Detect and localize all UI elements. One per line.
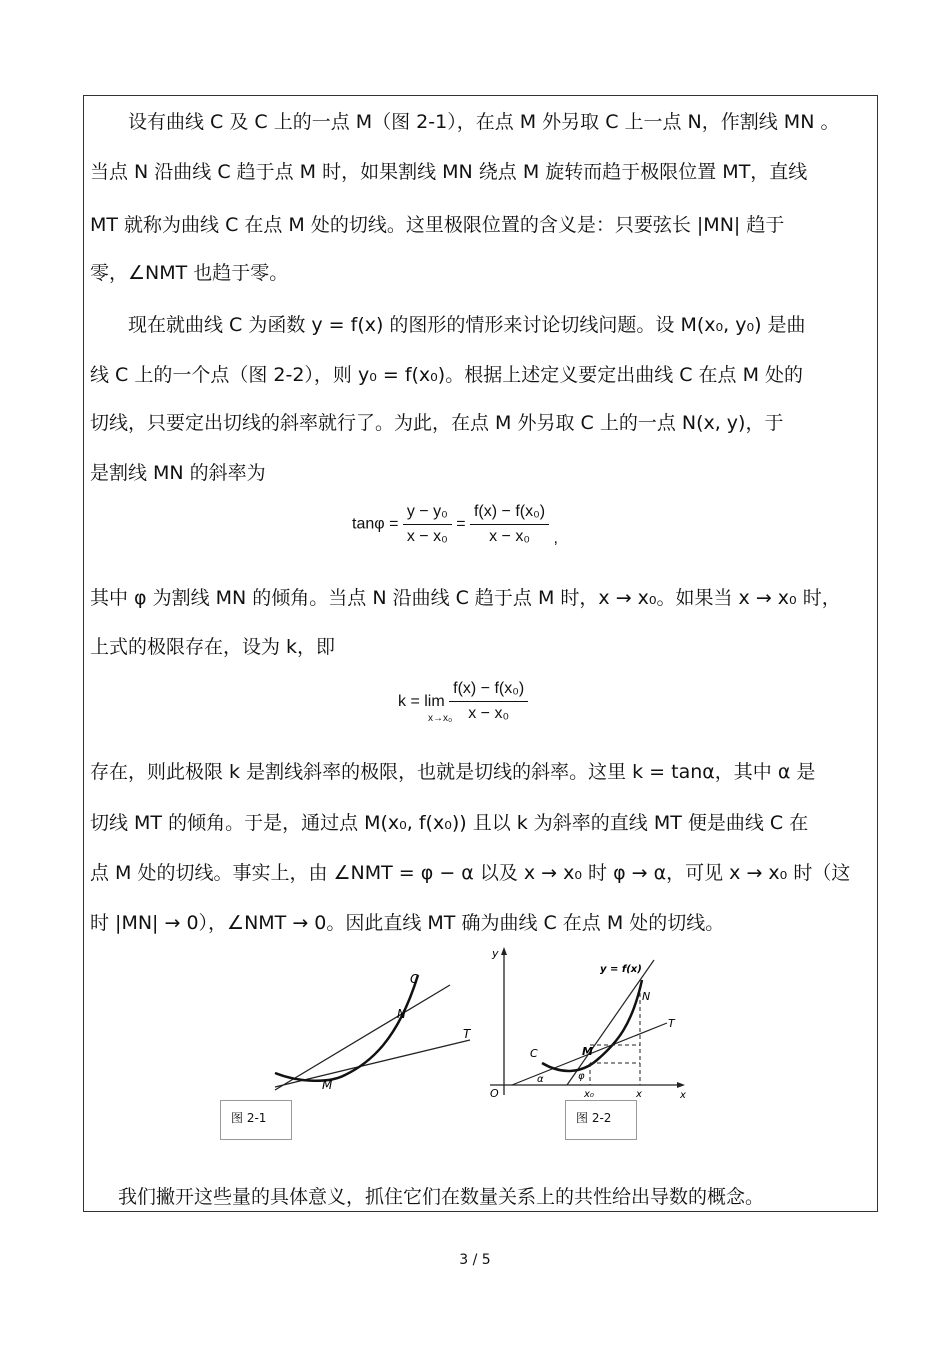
label-x0: x₀ xyxy=(584,1089,594,1100)
label-y: y xyxy=(492,947,499,960)
fraction-numerator: y − y₀ xyxy=(403,503,452,525)
label-T: T xyxy=(668,1017,675,1030)
text-line: 存在，则此极限 k 是割线斜率的极限，也就是切线的斜率。这里 k = tanα，其中 α 是 xyxy=(90,761,816,783)
page-number: 3 / 5 xyxy=(459,1252,491,1268)
label-C: C xyxy=(530,1047,538,1060)
label-alpha: α xyxy=(537,1074,544,1085)
fraction xyxy=(449,680,528,723)
x-axis-arrow xyxy=(677,1082,685,1088)
secant-line-MN xyxy=(567,960,654,1085)
figure-2-1-caption: 图 2-1 xyxy=(220,1100,292,1140)
fraction xyxy=(470,503,549,546)
label-M: M xyxy=(322,1078,333,1092)
label-M: M xyxy=(582,1045,593,1058)
fraction-numerator: f(x) − f(x₀) xyxy=(470,503,549,525)
label-C: C xyxy=(410,972,419,986)
text-line: 上式的极限存在，设为 k，即 xyxy=(90,636,336,658)
label-x-tick: x xyxy=(636,1089,642,1100)
figure-2-2-caption: 图 2-2 xyxy=(565,1100,637,1140)
limit-subscript: x→x₀ xyxy=(428,712,453,724)
label-O: O xyxy=(490,1087,499,1100)
fraction-numerator: f(x) − f(x₀) xyxy=(449,680,528,702)
fraction-denominator: x − x₀ xyxy=(468,705,510,722)
formula-lhs: k = lim xyxy=(398,692,445,710)
text-line: 点 M 处的切线。事实上，由 ∠NMT = φ − α 以及 x → x₀ 时 φ → α，可见 x → x₀ 时（这 xyxy=(90,862,851,884)
text-line: MT 就称为曲线 C 在点 M 处的切线。这里极限位置的含义是：只要弦长 |MN| 趋于 xyxy=(90,214,785,236)
text-line: 现在就曲线 C 为函数 y = f(x) 的图形的情形来讨论切线问题。设 M(x₀, y₀) 是曲 xyxy=(128,314,806,336)
text-line: 线 C 上的一个点（图 2-2），则 y₀ = f(x₀)。根据上述定义要定出曲线 C 在点 M 处的 xyxy=(90,364,804,386)
label-func: y = f(x) xyxy=(600,964,642,975)
text-line: 其中 φ 为割线 MN 的倾角。当点 N 沿曲线 C 趋于点 M 时，x → x₀。如果当 x → x₀ 时， xyxy=(90,587,841,609)
figure-2-2 xyxy=(482,945,692,1100)
limit-operator xyxy=(398,692,453,724)
curve-C xyxy=(275,975,418,1081)
text-line: 时 |MN| → 0），∠NMT → 0。因此直线 MT 确为曲线 C 在点 M 处的切线。 xyxy=(90,912,725,934)
fraction-denominator: x − x₀ xyxy=(489,528,530,545)
text-line: 切线 MT 的倾角。于是，通过点 M(x₀, f(x₀)) 且以 k 为斜率的直线 MT 便是曲线 C 在 xyxy=(90,812,809,834)
fraction xyxy=(403,503,452,546)
secant-line-MN xyxy=(275,985,450,1090)
label-phi: φ xyxy=(578,1071,585,1082)
text-line: 零，∠NMT 也趋于零。 xyxy=(90,262,289,284)
secant-slope-formula xyxy=(352,503,558,546)
text-line: 设有曲线 C 及 C 上的一点 M（图 2-1），在点 M 外另取 C 上一点 N，作割线 MN 。 xyxy=(128,111,840,133)
figure-2-1 xyxy=(270,965,480,1095)
y-axis-arrow xyxy=(501,947,507,955)
closing-line: 我们撇开这些量的具体意义，抓住它们在数量关系上的共性给出导数的概念。 xyxy=(118,1186,765,1208)
label-x-axis: x xyxy=(680,1090,686,1100)
formula-comma: , xyxy=(553,529,558,547)
fraction-denominator: x − x₀ xyxy=(406,528,448,545)
formula-lhs: tanφ = xyxy=(352,515,399,533)
text-line: 当点 N 沿曲线 C 趋于点 M 时，如果割线 MN 绕点 M 旋转而趋于极限位置 MT，直线 xyxy=(90,161,808,183)
text-line: 切线，只要定出切线的斜率就行了。为此，在点 M 外另取 C 上的一点 N(x, y)，于 xyxy=(90,412,784,434)
label-N: N xyxy=(642,990,651,1003)
derivative-limit-formula xyxy=(398,680,528,723)
label-T: T xyxy=(463,1027,471,1041)
text-line: 是割线 MN 的斜率为 xyxy=(90,462,266,484)
formula-equals: = xyxy=(456,515,466,533)
label-N: N xyxy=(397,1007,406,1021)
